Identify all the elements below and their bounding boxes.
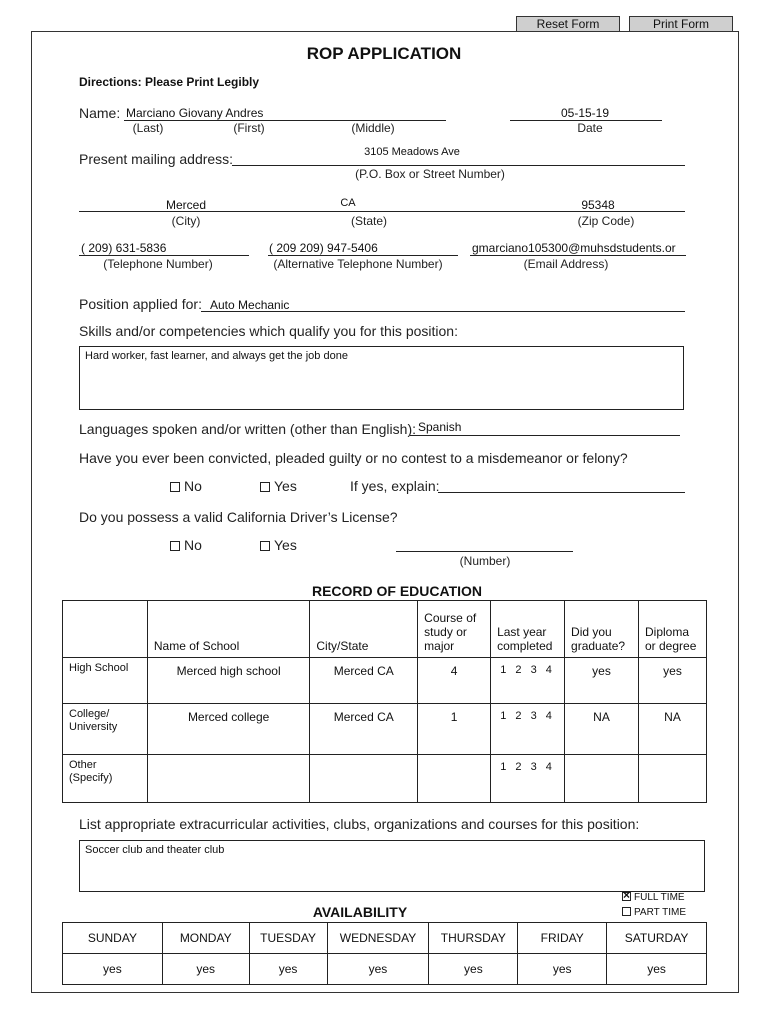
position-label: Position applied for: — [79, 296, 202, 312]
graduate-cell[interactable]: yes — [565, 658, 639, 704]
alt-phone-caption: (Alternative Telephone Number) — [273, 257, 443, 271]
city-caption: (City) — [171, 214, 201, 228]
print-form-button[interactable]: Print Form — [629, 16, 733, 32]
alt-phone-field[interactable]: ( 209 209) 947-5406 — [269, 241, 378, 255]
avail-monday-cell[interactable]: yes — [162, 954, 249, 985]
zip-caption: (Zip Code) — [577, 214, 635, 228]
row-label: High School — [63, 658, 148, 704]
name-first-caption: (First) — [233, 121, 265, 135]
day-tuesday: TUESDAY — [249, 923, 327, 954]
education-title: RECORD OF EDUCATION — [311, 583, 483, 599]
day-wednesday: WEDNESDAY — [327, 923, 429, 954]
header-school: Name of School — [147, 601, 309, 658]
license-no-option[interactable]: No — [170, 537, 202, 553]
diploma-cell[interactable]: NA — [639, 704, 707, 755]
avail-wednesday-cell[interactable]: yes — [327, 954, 429, 985]
position-field[interactable]: Auto Mechanic — [210, 298, 290, 312]
years-cell[interactable]: 1 2 3 4 — [491, 755, 565, 803]
table-row — [63, 658, 707, 704]
day-monday: MONDAY — [162, 923, 249, 954]
availability-table — [62, 922, 707, 985]
license-number-field[interactable] — [396, 551, 573, 552]
address-label: Present mailing address: — [79, 151, 234, 167]
explain-field[interactable] — [438, 492, 685, 493]
directions: Directions: Please Print Legibly — [79, 75, 260, 89]
table-row — [63, 755, 707, 803]
diploma-cell[interactable]: yes — [639, 658, 707, 704]
date-caption: Date — [577, 121, 603, 135]
city-cell[interactable] — [310, 755, 418, 803]
checkbox-icon[interactable] — [622, 907, 631, 916]
explain-label: If yes, explain: — [350, 478, 440, 494]
table-row — [63, 704, 707, 755]
city-cell[interactable]: Merced CA — [310, 658, 418, 704]
state-caption: (State) — [350, 214, 387, 228]
full-time-option[interactable]: ×FULL TIME — [622, 892, 685, 903]
avail-sunday-cell[interactable]: yes — [63, 954, 163, 985]
checkbox-icon[interactable] — [260, 541, 270, 551]
course-cell[interactable]: 4 — [418, 658, 491, 704]
avail-thursday-cell[interactable]: yes — [429, 954, 518, 985]
email-caption: (Email Address) — [523, 257, 609, 271]
name-middle-caption: (Middle) — [351, 121, 395, 135]
email-field[interactable]: gmarciano105300@muhsdstudents.or — [472, 241, 676, 255]
languages-field[interactable]: Spanish — [418, 420, 462, 434]
state-field[interactable]: CA — [340, 197, 356, 209]
school-cell[interactable] — [147, 755, 309, 803]
row-label: Other (Specify) — [63, 755, 148, 803]
course-cell[interactable]: 1 — [418, 704, 491, 755]
school-cell[interactable]: Merced high school — [147, 658, 309, 704]
skills-textarea[interactable] — [79, 346, 684, 410]
row-label: College/ University — [63, 704, 148, 755]
graduate-cell[interactable] — [565, 755, 639, 803]
name-field[interactable]: Marciano Giovany Andres — [126, 106, 264, 120]
convicted-yes-option[interactable]: Yes — [260, 478, 297, 494]
name-last-caption: (Last) — [132, 121, 164, 135]
availability-header-row — [63, 923, 707, 954]
activities-label: List appropriate extracurricular activities, clubs, organizations and courses for this position: — [79, 816, 640, 832]
education-header-row — [63, 601, 707, 658]
education-table — [62, 600, 707, 803]
avail-tuesday-cell[interactable]: yes — [249, 954, 327, 985]
checked-checkbox-icon[interactable] — [622, 892, 631, 901]
zip-field[interactable]: 95348 — [581, 198, 615, 212]
convicted-no-option[interactable]: No — [170, 478, 202, 494]
license-question: Do you possess a valid California Driver’s License? — [79, 509, 398, 525]
license-number-caption: (Number) — [459, 554, 511, 568]
years-cell[interactable]: 1 2 3 4 — [491, 658, 565, 704]
availability-title: AVAILABILITY — [312, 904, 408, 920]
course-cell[interactable] — [418, 755, 491, 803]
day-sunday: SUNDAY — [63, 923, 163, 954]
license-yes-option[interactable]: Yes — [260, 537, 297, 553]
graduate-cell[interactable]: NA — [565, 704, 639, 755]
diploma-cell[interactable] — [639, 755, 707, 803]
school-cell[interactable]: Merced college — [147, 704, 309, 755]
header-last-year: Last year completed — [491, 601, 565, 658]
header-graduate: Did you graduate? — [565, 601, 639, 658]
header-course: Course of study or major — [418, 601, 491, 658]
avail-saturday-cell[interactable]: yes — [607, 954, 707, 985]
name-label: Name: — [79, 105, 121, 121]
checkbox-icon[interactable] — [170, 482, 180, 492]
availability-values-row — [63, 954, 707, 985]
activities-text: Soccer club and theater club — [85, 844, 225, 856]
part-time-option[interactable]: PART TIME — [622, 907, 686, 918]
reset-form-button[interactable]: Reset Form — [516, 16, 620, 32]
years-cell[interactable]: 1 2 3 4 — [491, 704, 565, 755]
day-saturday: SATURDAY — [607, 923, 707, 954]
date-field[interactable]: 05-15-19 — [560, 106, 610, 120]
header-diploma: Diploma or degree — [639, 601, 707, 658]
convicted-question: Have you ever been convicted, pleaded guilty or no contest to a misdemeanor or felony? — [79, 450, 628, 466]
checkbox-icon[interactable] — [170, 541, 180, 551]
phone-field[interactable]: ( 209) 631-5836 — [81, 241, 167, 255]
city-cell[interactable]: Merced CA — [310, 704, 418, 755]
activities-textarea[interactable] — [79, 840, 705, 892]
skills-label: Skills and/or competencies which qualify you for this position: — [79, 323, 458, 339]
header-city: City/State — [310, 601, 418, 658]
city-field[interactable]: Merced — [165, 198, 206, 212]
form-title: ROP APPLICATION — [306, 44, 462, 63]
phone-caption: (Telephone Number) — [103, 257, 213, 271]
day-thursday: THURSDAY — [429, 923, 518, 954]
street-field[interactable]: 3105 Meadows Ave — [364, 146, 460, 158]
day-friday: FRIDAY — [518, 923, 607, 954]
checkbox-icon[interactable] — [260, 482, 270, 492]
avail-friday-cell[interactable]: yes — [518, 954, 607, 985]
languages-label: Languages spoken and/or written (other than English): — [79, 421, 416, 437]
street-caption: (P.O. Box or Street Number) — [355, 167, 505, 181]
skills-text: Hard worker, fast learner, and always get the job done — [85, 350, 348, 362]
header-blank — [63, 601, 148, 658]
